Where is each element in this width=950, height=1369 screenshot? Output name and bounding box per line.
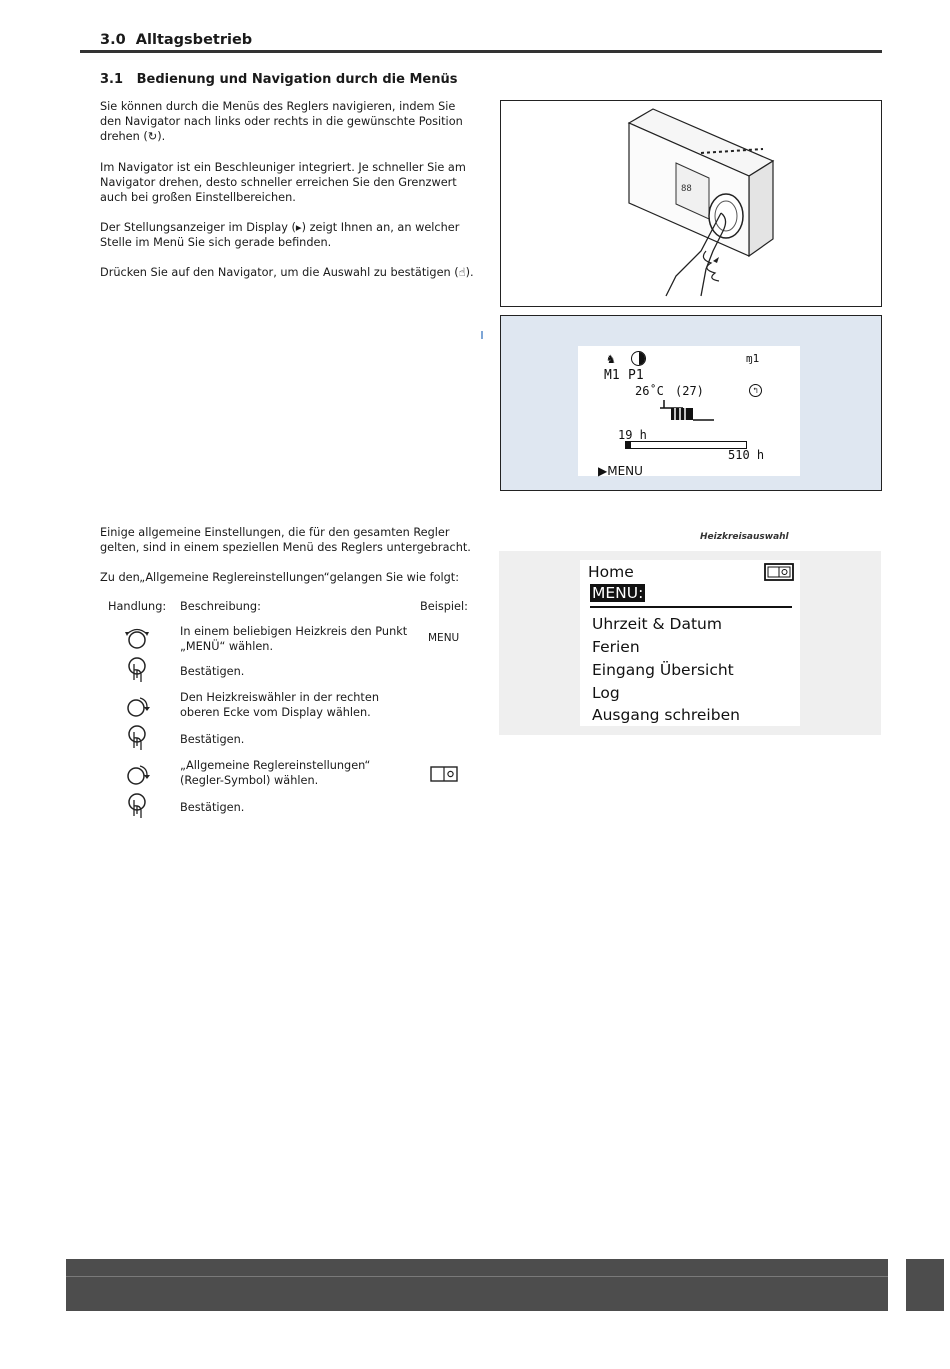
clock-icon: ↰ (749, 384, 762, 397)
chapter-title-text: Alltagsbetrieb (135, 32, 253, 48)
paragraph-navigate: Sie können durch die Menüs des Reglers navigieren, indem Sie den Navigator nach links oder rechts in die gewünschte Position drehen (↻). (100, 100, 463, 143)
menu-item-log[interactable]: Log (592, 684, 620, 702)
pump-label: P1 (628, 368, 644, 383)
temperature-setpoint: (27) (675, 384, 704, 398)
chapter-title (100, 32, 252, 48)
row-description: In einem beliebigen Heizkreis den Punkt „MENÜ“ wählen. (180, 625, 408, 653)
menu-item-holidays[interactable]: Ferien (592, 638, 640, 656)
position-indicator-icon: ▶ (598, 464, 608, 478)
table-row (100, 792, 480, 826)
day-night-icon (631, 351, 646, 366)
time-end-label: 510 h (728, 448, 765, 462)
example-menu-label: MENU (428, 632, 460, 644)
section-number: 3.1 (100, 72, 124, 87)
footer-line (66, 1276, 888, 1277)
controller-hand-illustration (501, 101, 881, 306)
controller-icon (430, 766, 458, 782)
chapter-rule (80, 50, 882, 53)
section-title (100, 72, 457, 87)
menu-item-input-overview[interactable]: Eingang Übersicht (592, 661, 734, 679)
turn-right-icon (122, 760, 152, 790)
paragraph-confirm: Drücken Sie auf den Navigator, um die Auswahl zu bestätigen (☝). (100, 266, 474, 279)
paragraph-how-to: Zu den„Allgemeine Reglereinstellungen“gelangen Sie wie folgt: (100, 571, 460, 584)
home-label: Home (588, 563, 634, 581)
margin-mark (481, 331, 483, 339)
turn-right-icon (122, 692, 152, 722)
table-row (100, 622, 480, 656)
menu-entry[interactable] (598, 464, 643, 478)
paragraph-accelerator: Im Navigator ist ein Beschleuniger integriert. Je schneller Sie am Navigator drehen, desto schneller erreichen Sie den Grenzwert auch bei großen Einstellbereichen. (100, 161, 466, 204)
table-row (100, 690, 480, 724)
menu-divider (590, 606, 792, 608)
svg-text:88: 88 (681, 184, 692, 194)
lcd-screen (578, 346, 800, 476)
row-description: Bestätigen. (180, 733, 245, 746)
row-description: Den Heizkreiswähler in der rechten oberen Ecke vom Display wählen. (180, 691, 379, 719)
header-action: Handlung: (108, 600, 167, 613)
turn-icon (122, 624, 152, 654)
press-icon (122, 724, 152, 754)
temperature-value: 26˚C (635, 384, 664, 398)
page-tab (906, 1259, 944, 1311)
table-row (100, 758, 480, 792)
table-row (100, 656, 480, 690)
controller-photo-frame (500, 100, 882, 307)
figure-caption: Heizkreisauswahl (700, 532, 789, 542)
row-description: „Allgemeine Reglereinstellungen“ (Regler-Symbol) wählen. (180, 759, 371, 787)
row-description: Bestätigen. (180, 665, 245, 678)
progress-fill (626, 442, 631, 448)
menu-entry-label: MENU (607, 464, 643, 478)
press-icon (122, 792, 152, 822)
menu-display-frame (499, 551, 881, 735)
display-frame (500, 315, 882, 491)
footer-bar (66, 1259, 888, 1311)
heat-circuit-label: ɱ1 (746, 352, 760, 365)
header-description: Beschreibung: (180, 600, 261, 613)
header-example: Beispiel: (420, 600, 468, 613)
flame-icon: ♞ (607, 352, 615, 367)
controller-selector-icon[interactable] (764, 563, 794, 581)
schedule-bars-icon (658, 398, 718, 428)
section-title-text: Bedienung und Navigation durch die Menüs (136, 72, 458, 87)
menu-item-time-date[interactable]: Uhrzeit & Datum (592, 615, 722, 633)
row-description: Bestätigen. (180, 801, 245, 814)
table-row (100, 724, 480, 758)
menu-item-output-write[interactable]: Ausgang schreiben (592, 706, 740, 724)
menu-highlight[interactable]: MENU: (592, 584, 644, 602)
time-start-label: 19 h (618, 428, 647, 442)
menu-screen (580, 560, 800, 726)
paragraph-general-settings: Einige allgemeine Einstellungen, die für den gesamten Regler gelten, sind in einem speziellen Menü des Reglers untergebracht. (100, 526, 471, 554)
circuit-label: M1 (604, 368, 620, 383)
paragraph-position-indicator: Der Stellungsanzeiger im Display (▸) zeigt Ihnen an, an welcher Stelle im Menü Sie sich gerade befinden. (100, 221, 460, 249)
press-icon (122, 656, 152, 686)
chapter-number: 3.0 (100, 32, 126, 48)
